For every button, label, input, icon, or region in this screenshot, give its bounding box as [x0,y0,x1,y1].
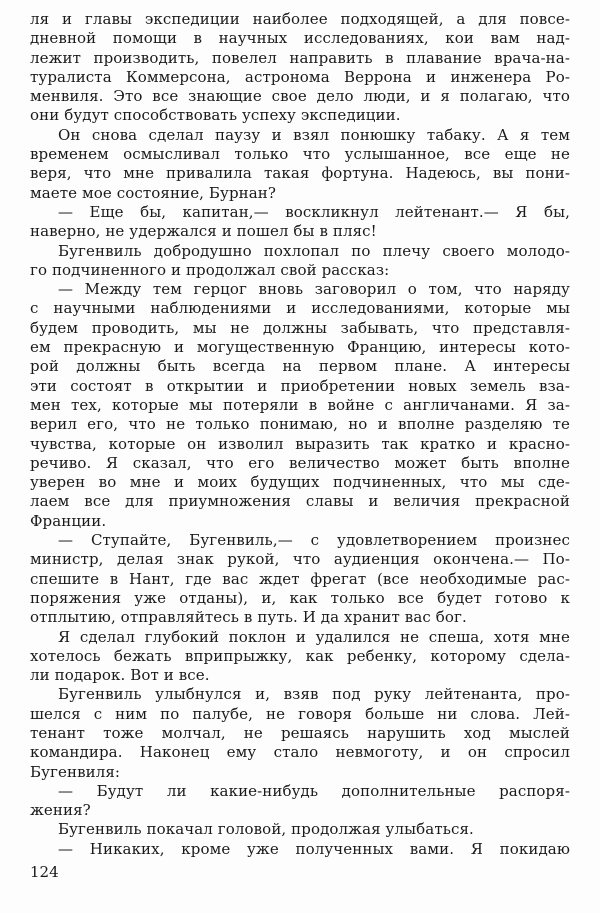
text-line: го подчиненного и продолжал свой рассказ: [30,260,390,279]
text-line: ем прекрасную и могущественную Францию, интересы кото- [30,338,570,357]
text-line: они будут способствовать успеху экспедиции. [30,106,401,125]
text-line: поряжения уже отданы), и, как только все будет готово к [30,588,570,607]
text-line: чувства, которые он изволил выразить так кратко и красно- [30,434,570,453]
text-line: временем осмысливал только что услышанное, все еще не [30,145,570,164]
text-line: — Еще бы, капитан,— воскликнул лейтенант.— Я бы, [58,202,570,221]
text-line: лежит производить, повелел направить в плавание врача-на- [30,48,570,67]
text-line: — Ступайте, Бугенвиль,— с удовлетворением произнес [58,531,570,550]
text-line: Он снова сделал паузу и взял понюшку табаку. А я тем [58,125,570,144]
text-line: — Между тем герцог вновь заговорил о том, что наряду [58,280,570,299]
text-line: ля и главы экспедиции наиболее подходящей, а для повсе- [30,10,570,28]
text-line: мен тех, которые мы потеряли в войне с англичанами. Я за- [30,395,570,414]
text-line: речиво. Я сказал, что его величество может быть вполне [30,453,570,472]
text-line: шелся с ним по палубе, не говоря больше ни слова. Лей- [30,704,570,723]
text-line: Бугенвиль покачал головой, продолжая улыбаться. [58,820,474,839]
text-line: хотелось бежать вприпрыжку, как ребенку, которому сдела- [30,646,570,665]
text-line: Я сделал глубокий поклон и удалился не спеша, хотя мне [58,627,570,646]
text-line: маете мое состояние, Бурнан? [30,183,277,202]
text-line: жения? [30,801,91,820]
text-line: Бугенвиль добродушно похлопал по плечу своего молодо- [58,241,570,260]
text-line: — Никаких, кроме уже полученных вами. Я покидаю [58,839,570,858]
text-line: тенант тоже молчал, не решаясь нарушить ход мыслей [30,723,570,742]
text-line: Бугенвиль улыбнулся и, взяв под руку лейтенанта, про- [58,685,570,704]
text-line: наверно, не удержался и пошел бы в пляс! [30,222,377,241]
text-line: спешите в Нант, где вас ждет фрегат (все необходимые рас- [30,569,570,588]
text-line: будем проводить, мы не должны забывать, что представля- [30,318,570,337]
text-line: Франции. [30,511,107,530]
text-line: лаем все для приумножения славы и величия прекрасной [30,492,570,511]
text-line: министр, делая знак рукой, что аудиенция окончена.— По- [30,550,570,569]
text-line: рой должны быть всегда на первом плане. А интересы [30,357,570,376]
text-line: командира. Наконец ему стало невмоготу, и он спросил [30,743,570,762]
text-line: эти состоят в открытии и приобретении новых земель вза- [30,376,570,395]
text-line: дневной помощи в научных исследованиях, кои вам над- [30,29,570,48]
text-line: веря, что мне привалила такая фортуна. Надеюсь, вы пони- [30,164,570,183]
text-line: менвиля. Это все знающие свое дело люди, и я полагаю, что [30,87,570,106]
body-text [30,10,570,859]
text-line: верил его, что не только понимаю, но и вполне разделяю те [30,415,570,434]
text-line: с научными наблюдениями и исследованиями, которые мы [30,299,570,318]
text-line: туралиста Коммерсона, астронома Веррона и инженера Ро- [30,67,570,86]
text-line: уверен во мне и моих будущих подчиненных, что мы сде- [30,473,570,492]
text-line: отплытию, отправляйтесь в путь. И да хранит вас бог. [30,608,467,627]
page-number: 124 [30,863,59,881]
text-line: Бугенвиля: [30,762,121,781]
text-line: ли подарок. Вот и все. [30,666,210,685]
text-line: — Будут ли какие-нибудь дополнительные распоря- [58,781,570,800]
